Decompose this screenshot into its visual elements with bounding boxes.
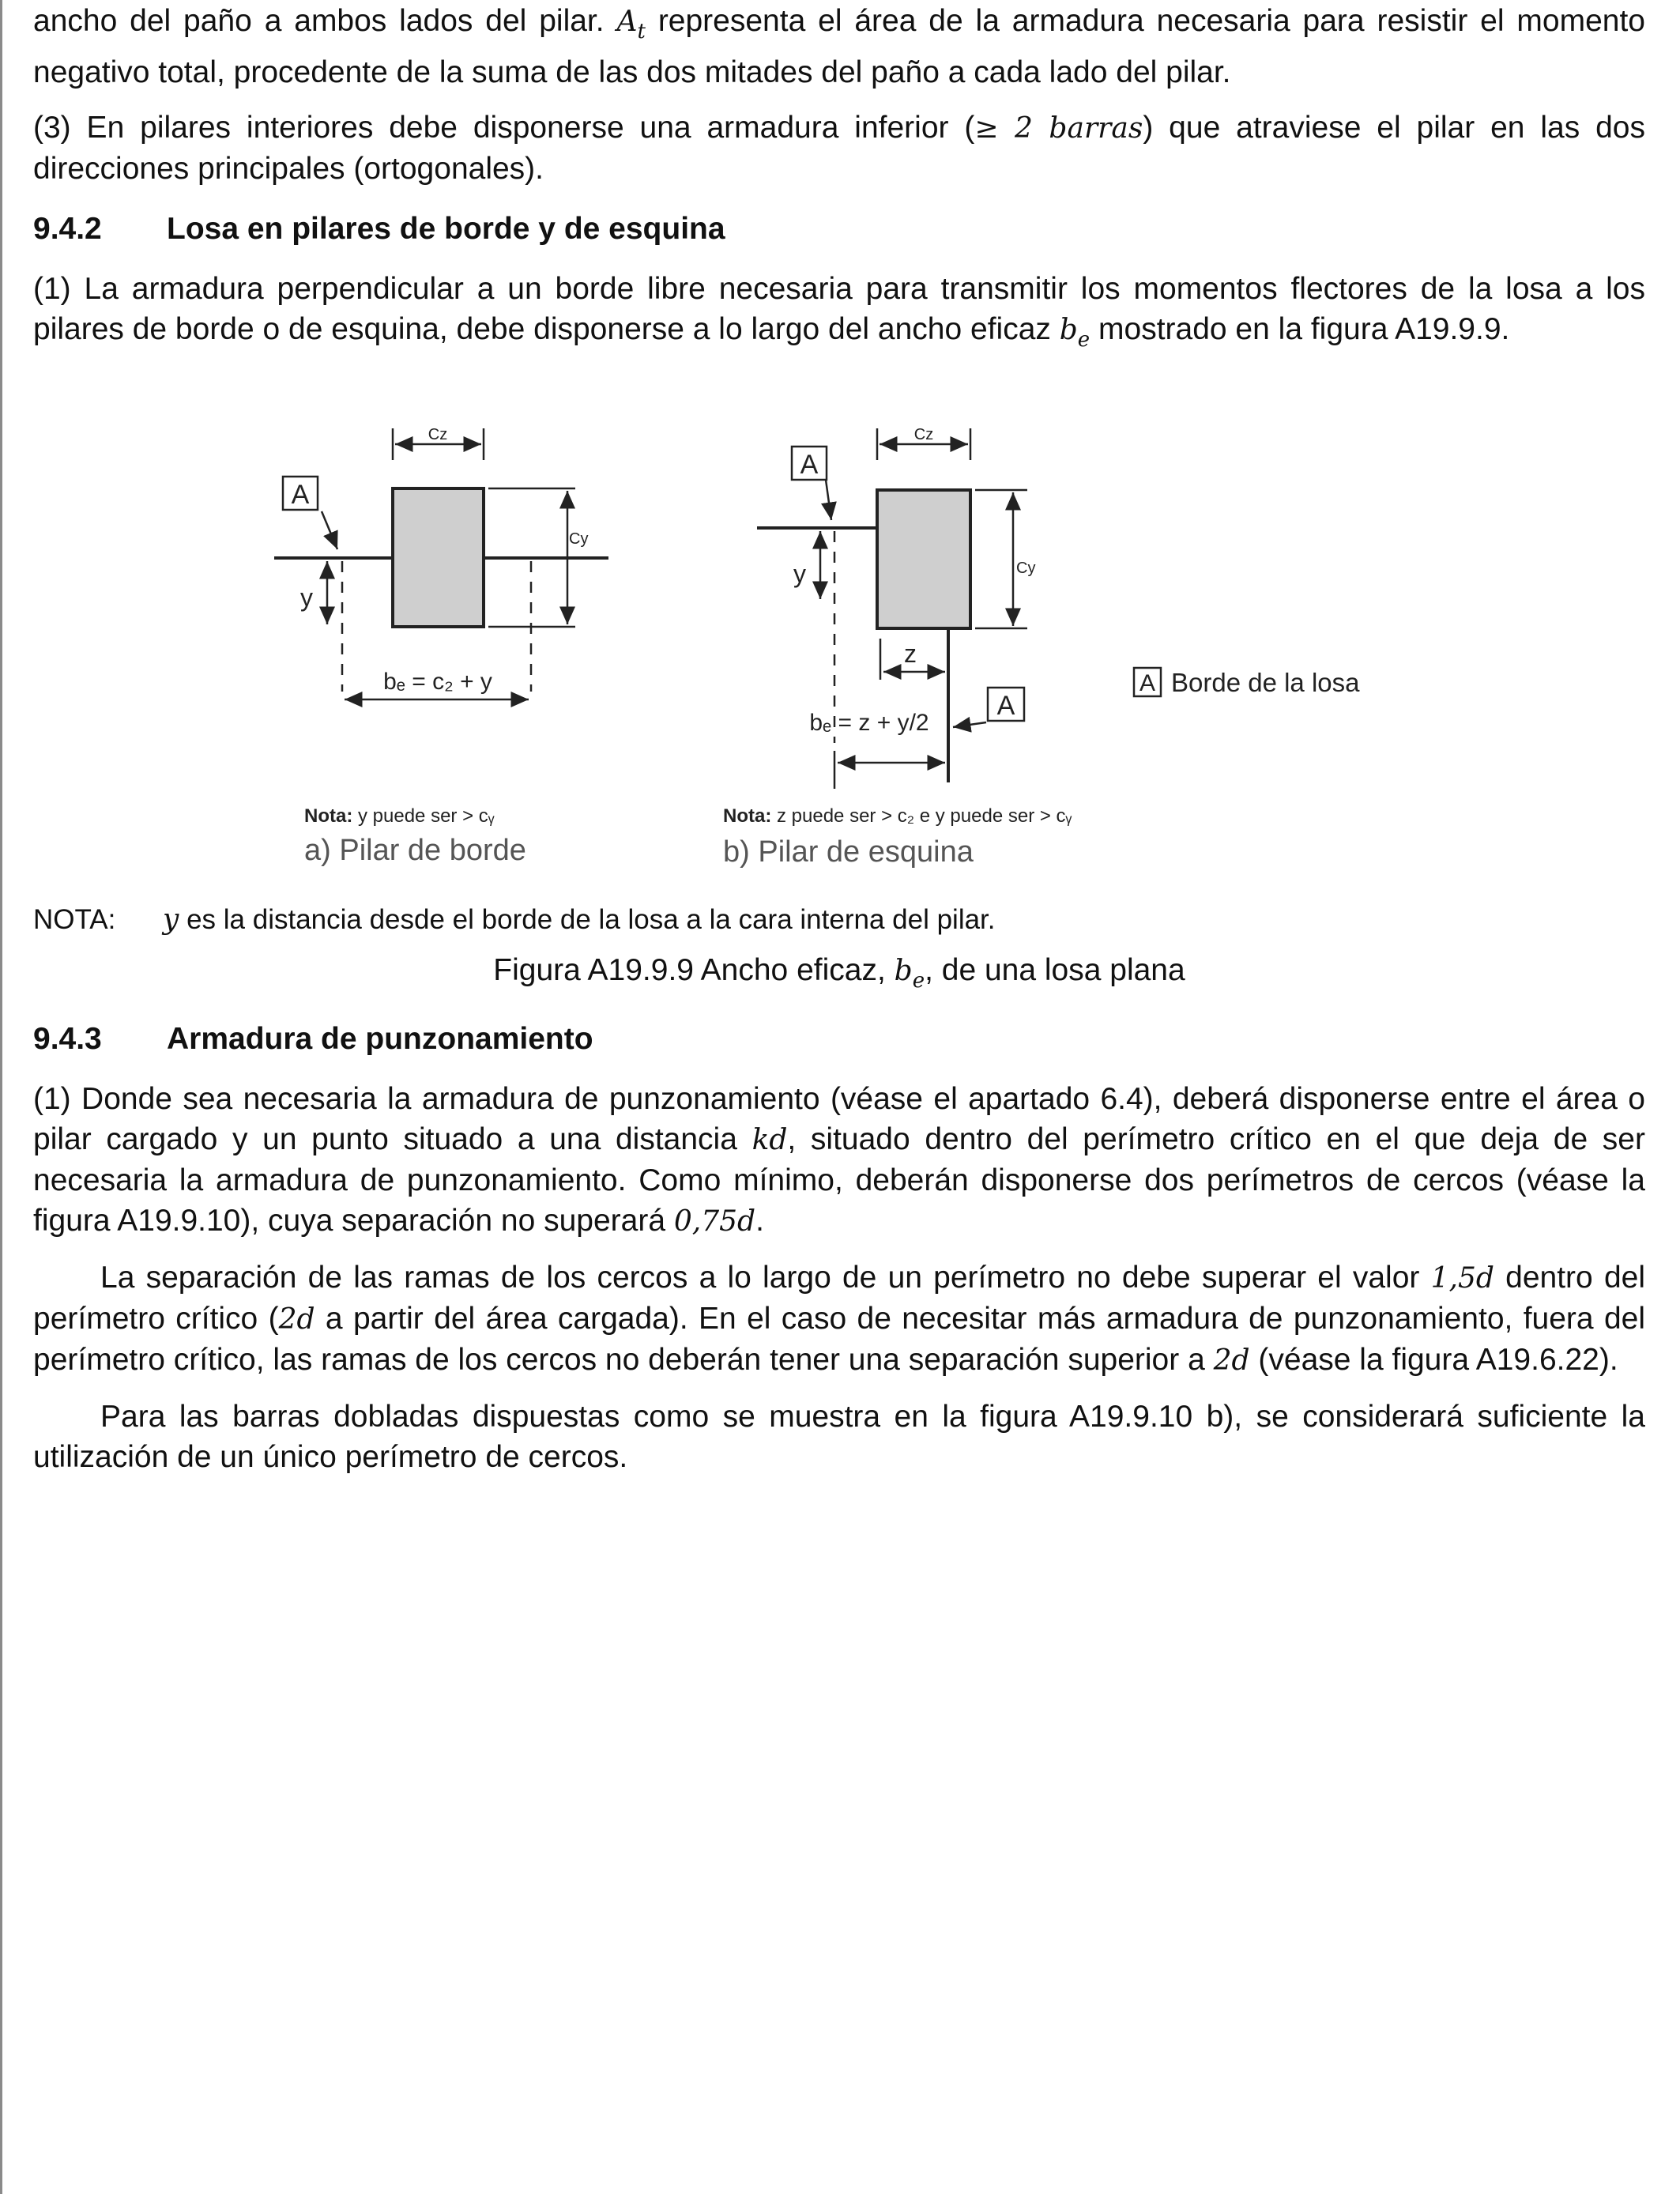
- label-y-edge: y: [300, 583, 313, 612]
- math-be: $b_e$: [1059, 314, 1090, 352]
- math-At: $A_t$: [616, 6, 646, 43]
- label-be-corner: bₑ = z + y/2: [809, 710, 929, 736]
- note-edge: Nota: y puede ser > cᵧ: [304, 805, 495, 827]
- math-barras: ≥ 2 barras: [974, 112, 1143, 145]
- column-rect: [393, 488, 484, 627]
- column-rect: [877, 490, 970, 628]
- label-A-corner-2: A: [996, 691, 1015, 721]
- paragraph-1: ancho del paño a ambos lados del pilar. $A_t$ representa el área de la armadura necesaria para resistir el momento negativo total, procedente de la suma de las dos mitades del paño a cada lado del pilar.: [33, 4, 1645, 89]
- section-heading-942: 9.4.2 Losa en pilares de borde y de esquina: [33, 212, 725, 246]
- label-z-corner: z: [904, 639, 917, 668]
- figure-note: NOTA: y es la distancia desde el borde de la losa a la cara interna del pilar.: [33, 903, 996, 936]
- note-corner: Nota: z puede ser > c₂ e y puede ser > cᵧ: [723, 805, 1072, 827]
- caption-edge: a) Pilar de borde: [304, 834, 526, 867]
- paragraph-3: (1) La armadura perpendicular a un borde libre necesaria para transmitir los momentos flectores de la losa a los pilares de borde o de esquina, debe disponerse a lo largo del ancho eficaz $b_e$ mostrado en la figura A19.9.9.: [33, 272, 1645, 352]
- figure-a19-9-9: [237, 411, 1422, 901]
- legend-text: Borde de la losa: [1171, 668, 1360, 697]
- page-edge: [0, 0, 2, 2194]
- label-cz-edge: Cz: [428, 426, 448, 443]
- label-A-edge: A: [291, 480, 310, 510]
- caption-corner: b) Pilar de esquina: [723, 835, 974, 869]
- paragraph-2: (3) En pilares interiores debe disponerse una armadura inferior (≥ 2 barras) que atraviese el pilar en las dos direcciones principales (ortogonales).: [33, 111, 1645, 186]
- label-y-corner: y: [793, 560, 806, 588]
- legend-A-icon: A: [1139, 670, 1156, 696]
- figure-caption: Figura A19.9.9 Ancho eficaz, $b_e$, de una losa plana: [493, 953, 1185, 993]
- paragraph-4: (1) Donde sea necesaria la armadura de punzonamiento (véase el apartado 6.4), deberá disponerse entre el área o pilar cargado y un punto situado a una distancia kd, situado dentro del perímetro crítico en el que deja de ser necesaria la armadura de punzonamiento. Como mínimo, deberán disponerse dos perímetros de cercos (véase la figura A19.9.10), cuya separación no superará 0,75d.: [33, 1082, 1645, 1238]
- diagram-edge-column: [274, 428, 608, 699]
- label-cy-edge: Cy: [569, 530, 589, 548]
- paragraph-5: La separación de las ramas de los cercos a lo largo de un perímetro no debe superar el valor 1,5d dentro del perímetro crítico (2d a partir del área cargada). En el caso de necesitar más armadura de punzonamiento, fuera del perímetro crítico, las ramas de los cercos no deberán tener una separación superior a 2d (véase la figura A19.6.22).: [33, 1261, 1645, 1377]
- legend: [1134, 668, 1360, 697]
- label-cz-corner: Cz: [913, 426, 934, 443]
- section-heading-943: 9.4.3 Armadura de punzonamiento: [33, 1022, 593, 1056]
- label-cy-corner: Cy: [1016, 560, 1036, 577]
- paragraph-6: Para las barras dobladas dispuestas como se muestra en la figura A19.9.10 b), se considerará suficiente la utilización de un único perímetro de cercos.: [33, 1400, 1645, 1474]
- label-A-corner-1: A: [800, 450, 819, 480]
- label-be-edge: bₑ = c₂ + y: [383, 669, 492, 695]
